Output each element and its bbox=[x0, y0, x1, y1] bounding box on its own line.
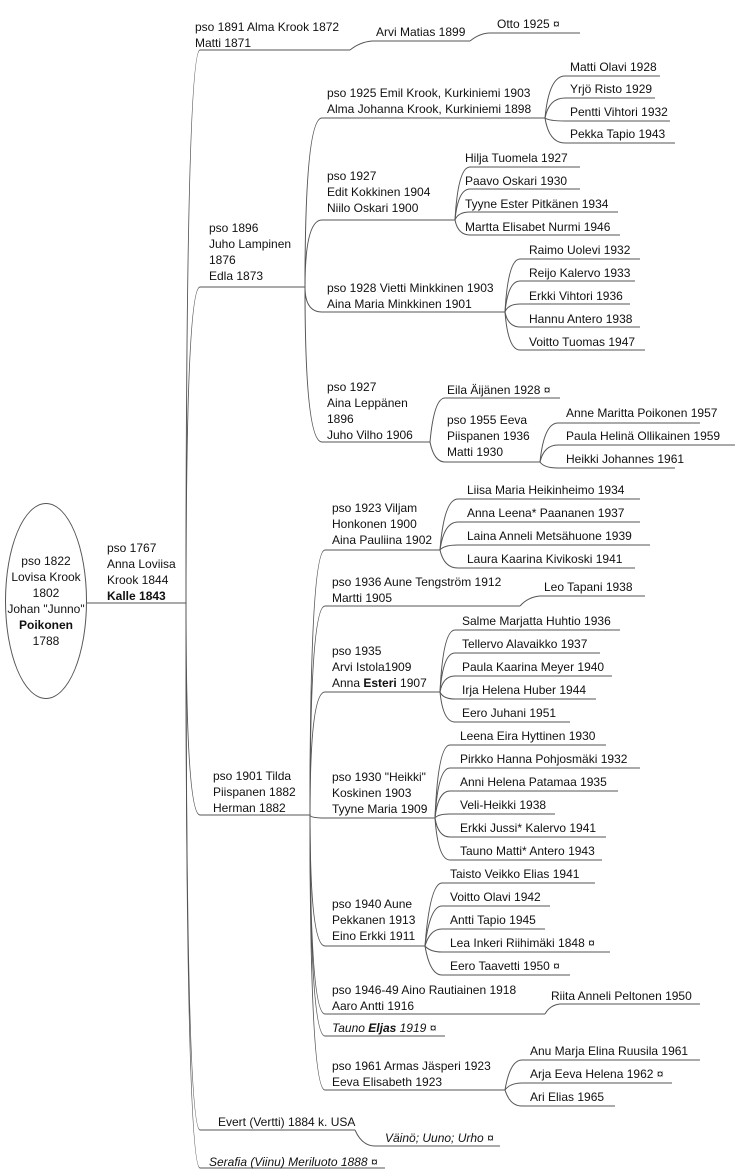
child-node: Matti Olavi 1928 bbox=[570, 60, 657, 74]
matti-couple bbox=[447, 412, 530, 460]
child-node: Antti Tapio 1945 bbox=[450, 913, 536, 927]
emil-line: pso 1925 Emil Krook, Kurkiniemi 1903 bbox=[327, 86, 531, 100]
aina-line: Aina Maria Minkkinen 1901 bbox=[327, 297, 472, 311]
child-node: Tyyne Ester Pitkänen 1934 bbox=[465, 197, 609, 211]
niilo-couple bbox=[327, 168, 430, 216]
child-node: Voitto Tuomas 1947 bbox=[529, 335, 636, 349]
child-node: Raimo Uolevi 1932 bbox=[529, 243, 631, 257]
tyyne-couple bbox=[332, 769, 427, 817]
child-node: Reijo Kalervo 1933 bbox=[529, 266, 631, 280]
juho-line: Edla 1873 bbox=[209, 269, 264, 283]
tauno-first: Tauno bbox=[332, 1021, 369, 1035]
child-node: Paavo Oskari 1930 bbox=[465, 174, 568, 188]
child-node: Pekka Tapio 1943 bbox=[570, 127, 666, 141]
niilo-line: Edit Kokkinen 1904 bbox=[327, 185, 431, 199]
pauliina-line: pso 1923 Viljam bbox=[332, 501, 418, 515]
child-node: Voitto Olavi 1942 bbox=[450, 890, 541, 904]
esteri-couple bbox=[332, 643, 427, 691]
matti-line: Matti 1930 bbox=[447, 445, 504, 459]
child-node: Pirkko Hanna Pohjosmäki 1932 bbox=[460, 752, 628, 766]
eino-line: Pekkanen 1913 bbox=[332, 913, 416, 927]
vilho-line: Aina Leppänen bbox=[327, 396, 408, 410]
tauno-bold: Eljas bbox=[368, 1021, 397, 1035]
child-node: Taisto Veikko Elias 1941 bbox=[450, 867, 580, 881]
niilo-line: Niilo Oskari 1900 bbox=[327, 201, 419, 215]
eino-line: pso 1940 Aune bbox=[332, 897, 413, 911]
aaro-line: Aaro Antti 1916 bbox=[332, 999, 415, 1013]
vilho-line: pso 1927 bbox=[327, 380, 377, 394]
riita-node: Riita Anneli Peltonen 1950 bbox=[551, 989, 692, 1003]
juho-line: Juho Lampinen bbox=[209, 237, 292, 251]
matti-line: Piispanen 1936 bbox=[447, 429, 530, 443]
child-node: Lea Inkeri Riihimäki 1848 ¤ bbox=[450, 936, 595, 950]
child-node: Arja Eeva Helena 1962 ¤ bbox=[530, 1067, 664, 1081]
child-node: Anni Helena Patamaa 1935 bbox=[460, 775, 607, 789]
tyyne-line: Tyyne Maria 1909 bbox=[332, 802, 428, 816]
leo-node: Leo Tapani 1938 bbox=[544, 580, 633, 594]
pauliina-line: Aina Pauliina 1902 bbox=[332, 533, 433, 547]
child-node: Hilja Tuomela 1927 bbox=[465, 151, 568, 165]
eeva-couple bbox=[332, 1058, 491, 1090]
root-line: Poikonen bbox=[18, 618, 73, 632]
martti-line: pso 1936 Aune Tengström 1912 bbox=[332, 575, 502, 589]
juho-line: pso 1896 bbox=[209, 221, 259, 235]
esteri-line bbox=[332, 675, 427, 691]
child-node: Veli-Heikki 1938 bbox=[460, 798, 547, 812]
juho-line: 1876 bbox=[209, 253, 236, 267]
niilo-line: pso 1927 bbox=[327, 169, 377, 183]
gen1-line: Anna Loviisa bbox=[107, 557, 176, 571]
alma-couple bbox=[195, 19, 339, 51]
child-node: Liisa Maria Heikinheimo 1934 bbox=[467, 483, 625, 497]
alma-line: pso 1891 Alma Krook 1872 bbox=[195, 20, 340, 34]
root-couple bbox=[5, 553, 87, 649]
martti-line: Martti 1905 bbox=[332, 591, 393, 605]
gen1-line: Krook 1844 bbox=[107, 573, 169, 587]
child-node: Eero Taavetti 1950 ¤ bbox=[450, 959, 560, 973]
juho-couple bbox=[209, 220, 291, 284]
esteri-bold: Esteri bbox=[363, 676, 397, 690]
aaro-couple bbox=[332, 982, 516, 1014]
aaro-line: pso 1946-49 Aino Rautiainen 1918 bbox=[332, 983, 517, 997]
child-node: Irja Helena Huber 1944 bbox=[462, 683, 587, 697]
eino-line: Eino Erkki 1911 bbox=[332, 929, 416, 943]
tauno-node bbox=[332, 1020, 436, 1036]
root-line: 1788 bbox=[32, 634, 60, 648]
matti-line: pso 1955 Eeva bbox=[447, 413, 528, 427]
child-node: Pentti Vihtori 1932 bbox=[570, 105, 668, 119]
child-node: Tauno Matti* Antero 1943 bbox=[460, 844, 595, 858]
child-node: Martta Elisabet Nurmi 1946 bbox=[465, 220, 611, 234]
child-node: Paula Helinä Ollikainen 1959 bbox=[566, 429, 721, 443]
evert-node: Evert (Vertti) 1884 k. USA bbox=[218, 1115, 356, 1129]
aina-couple bbox=[327, 280, 494, 312]
esteri-year: 1907 bbox=[396, 676, 427, 690]
eino-couple bbox=[332, 896, 415, 944]
arvi-node: Arvi Matias 1899 bbox=[376, 25, 466, 39]
child-node: Anu Marja Elina Ruusila 1961 bbox=[530, 1044, 689, 1058]
child-node: Laina Anneli Metsähuone 1939 bbox=[467, 529, 632, 543]
root-line: pso 1822 bbox=[21, 554, 71, 568]
tyyne-line: pso 1930 "Heikki" bbox=[332, 770, 426, 784]
child-node: Ari Elias 1965 bbox=[530, 1090, 605, 1104]
root-line: 1802 bbox=[32, 586, 60, 600]
pauliina-couple bbox=[332, 500, 432, 548]
tauno-year: 1919 ¤ bbox=[396, 1021, 437, 1035]
emil-couple bbox=[327, 85, 531, 117]
child-node: Erkki Jussi* Kalervo 1941 bbox=[460, 821, 597, 835]
gen1-line: pso 1767 bbox=[107, 541, 157, 555]
eeva-line: Eeva Elisabeth 1923 bbox=[332, 1075, 443, 1089]
child-node: Salme Marjatta Huhtio 1936 bbox=[462, 614, 611, 628]
alma-line: Matti 1871 bbox=[195, 36, 252, 50]
vilho-couple bbox=[327, 379, 413, 443]
child-node: Eero Juhani 1951 bbox=[462, 706, 557, 720]
eila-node: Eila Äijänen 1928 ¤ bbox=[447, 383, 551, 397]
child-node: Laura Kaarina Kivikoski 1941 bbox=[467, 552, 623, 566]
herman-line: Piispanen 1882 bbox=[213, 785, 296, 799]
otto-node: Otto 1925 ¤ bbox=[497, 17, 560, 31]
herman-line: Herman 1882 bbox=[213, 801, 286, 815]
evert-children: Väinö; Uuno; Urho ¤ bbox=[385, 1131, 494, 1145]
gen1-couple bbox=[107, 540, 176, 604]
pauliina-line: Honkonen 1900 bbox=[332, 517, 417, 531]
child-node: Paula Kaarina Meyer 1940 bbox=[462, 660, 605, 674]
serafia-node: Serafia (Viinu) Meriluoto 1888 ¤ bbox=[209, 1155, 378, 1169]
tyyne-line: Koskinen 1903 bbox=[332, 786, 412, 800]
herman-line: pso 1901 Tilda bbox=[213, 769, 292, 783]
vilho-line: Juho Vilho 1906 bbox=[327, 428, 413, 442]
gen1-line: Kalle 1843 bbox=[107, 589, 166, 603]
child-node: Anne Maritta Poikonen 1957 bbox=[566, 406, 718, 420]
child-node: Tellervo Alavaikko 1937 bbox=[462, 637, 588, 651]
child-node: Anna Leena* Paananen 1937 bbox=[467, 506, 625, 520]
esteri-line: Arvi Istola1909 bbox=[332, 660, 412, 674]
martti-couple bbox=[332, 574, 501, 606]
child-node: Leena Eira Hyttinen 1930 bbox=[460, 729, 596, 743]
root-line: Johan "Junno" bbox=[7, 602, 85, 616]
vilho-line: 1896 bbox=[327, 412, 354, 426]
child-node: Hannu Antero 1938 bbox=[529, 312, 633, 326]
esteri-line: pso 1935 bbox=[332, 644, 382, 658]
emil-line: Alma Johanna Krook, Kurkiniemi 1898 bbox=[327, 102, 532, 116]
child-node: Erkki Vihtori 1936 bbox=[529, 289, 623, 303]
eeva-line: pso 1961 Armas Jäsperi 1923 bbox=[332, 1059, 491, 1073]
aina-line: pso 1928 Vietti Minkkinen 1903 bbox=[327, 281, 494, 295]
root-line: Lovisa Krook bbox=[11, 570, 81, 584]
child-node: Heikki Johannes 1961 bbox=[566, 452, 685, 466]
child-node: Yrjö Risto 1929 bbox=[570, 82, 653, 96]
esteri-first: Anna bbox=[332, 676, 364, 690]
herman-couple bbox=[213, 768, 296, 816]
